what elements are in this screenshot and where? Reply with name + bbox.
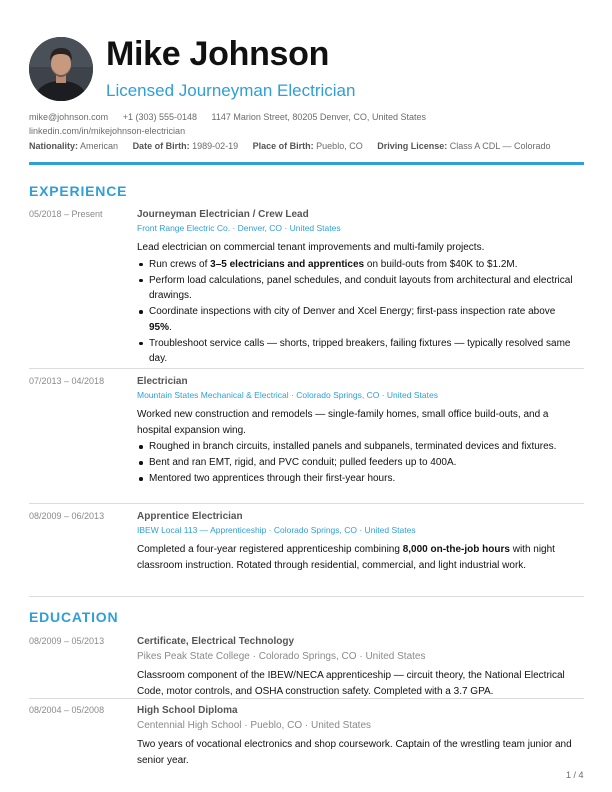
entry-body [137,704,579,768]
license-label: Driving License: [377,141,448,151]
bullet-emphasis: 3–5 electricians and apprentices [210,258,365,270]
entry-bullets [137,439,579,487]
entry-body [137,635,579,699]
entry-title: Journeyman Electrician / Crew Lead [137,209,309,220]
dob-detail [133,141,239,151]
entry-body [137,208,579,367]
bullet-item: Roughed in branch circuits, installed panels and subpanels, terminated devices and fixtures. [149,439,579,455]
candidate-role: Licensed Journeyman Electrician [106,81,356,100]
license-value: Class A CDL — Colorado [449,141,551,151]
candidate-name: Mike Johnson [106,35,330,73]
phone-number[interactable]: +1 (303) 555-0148 [122,112,197,122]
description-text: Completed a four-year registered apprenticeship combining [137,544,403,555]
entry-description: Worked new construction and remodels — single-family homes, small office build-outs, and a hospital expansion wing. [137,409,549,436]
bullet-item: Mentored two apprentices through their first-year hours. [149,471,579,487]
bullet-text: Coordinate inspections with city of Denver and Xcel Energy; first-pass inspection rate above [149,306,556,317]
entry-title: Certificate, Electrical Technology [137,636,295,647]
entry-title: High School Diploma [137,705,238,716]
entry-body [137,375,579,487]
entry-divider [29,503,584,504]
entry-organization: IBEW Local 113 — Apprenticeship · Colorado Springs, CO · United States [137,525,416,535]
personal-details [29,140,562,152]
entry-dates: 08/2009 – 06/2013 [29,511,105,521]
bullet-item: Bent and ran EMT, rigid, and PVC conduit; pulled feeders up to 400A. [149,455,579,471]
bullet-item: Troubleshoot service calls — shorts, tripped breakers, failing fixtures — typically resolved same day. [149,336,579,367]
experience-heading: EXPERIENCE [29,183,128,199]
entry-organization: Front Range Electric Co. · Denver, CO · United States [137,223,341,233]
linkedin-link[interactable]: linkedin.com/in/mikejohnson-electrician [29,126,186,136]
page-number: 1 / 4 [566,770,584,780]
entry-dates: 08/2004 – 05/2008 [29,705,105,715]
bullet-text: . [169,321,172,333]
entry-title: Apprentice Electrician [137,511,243,522]
description-emphasis: 8,000 on-the-job hours [402,544,510,555]
license-detail [377,141,550,151]
address: 1147 Marion Street, 80205 Denver, CO, United States [211,112,426,122]
entry-description: Classroom component of the IBEW/NECA apprenticeship — circuit theory, the National Electrical Code, motor controls, and OSHA construction safety. Completed with a 3.7 GPA. [137,670,565,697]
bullet-item [149,257,579,273]
header-divider [29,162,584,165]
pob-value: Pueblo, CO [316,141,363,151]
entry-description: Two years of vocational electronics and shop coursework. Captain of the wrestling team junior and senior year. [137,739,572,766]
pob-detail [253,141,363,151]
profile-photo [29,37,93,101]
entry-institution: Centennial High School · Pueblo, CO · United States [137,720,372,731]
entry-divider [29,368,584,369]
entry-bullets [137,257,579,367]
entry-institution: Pikes Peak State College · Colorado Springs, CO · United States [137,651,426,662]
entry-dates: 07/2013 – 04/2018 [29,376,105,386]
education-heading: EDUCATION [29,609,119,625]
bullet-item: Perform load calculations, panel schedules, and conduit layouts from architectural and electrical drawings. [149,273,579,304]
contact-line [29,111,438,123]
entry-dates: 05/2018 – Present [29,209,103,219]
entry-divider [29,698,584,699]
email-link[interactable]: mike@johnson.com [29,112,109,122]
entry-description [137,542,579,573]
linkedin-line [29,125,197,137]
nationality-detail [29,141,118,151]
bullet-item [149,304,579,335]
entry-body [137,510,579,573]
entry-organization: Mountain States Mechanical & Electrical · Colorado Springs, CO · United States [137,390,438,400]
bullet-emphasis: 95% [149,321,170,333]
nationality-value: American [80,141,119,151]
dob-value: 1989-02-19 [192,141,239,151]
nationality-label: Nationality: [29,141,79,151]
dob-label: Date of Birth: [132,141,190,151]
entry-description: Lead electrician on commercial tenant improvements and multi-family projects. [137,242,485,253]
pob-label: Place of Birth: [252,141,314,151]
description-text: with night classroom instruction. Rotated through residential, commercial, and light industrial work. [137,544,555,571]
entry-title: Electrician [137,376,188,387]
bullet-text: on build-outs from $40K to $1.2M. [364,258,518,270]
section-divider [29,596,584,597]
entry-dates: 08/2009 – 05/2013 [29,636,105,646]
bullet-text: Run crews of [149,258,211,270]
